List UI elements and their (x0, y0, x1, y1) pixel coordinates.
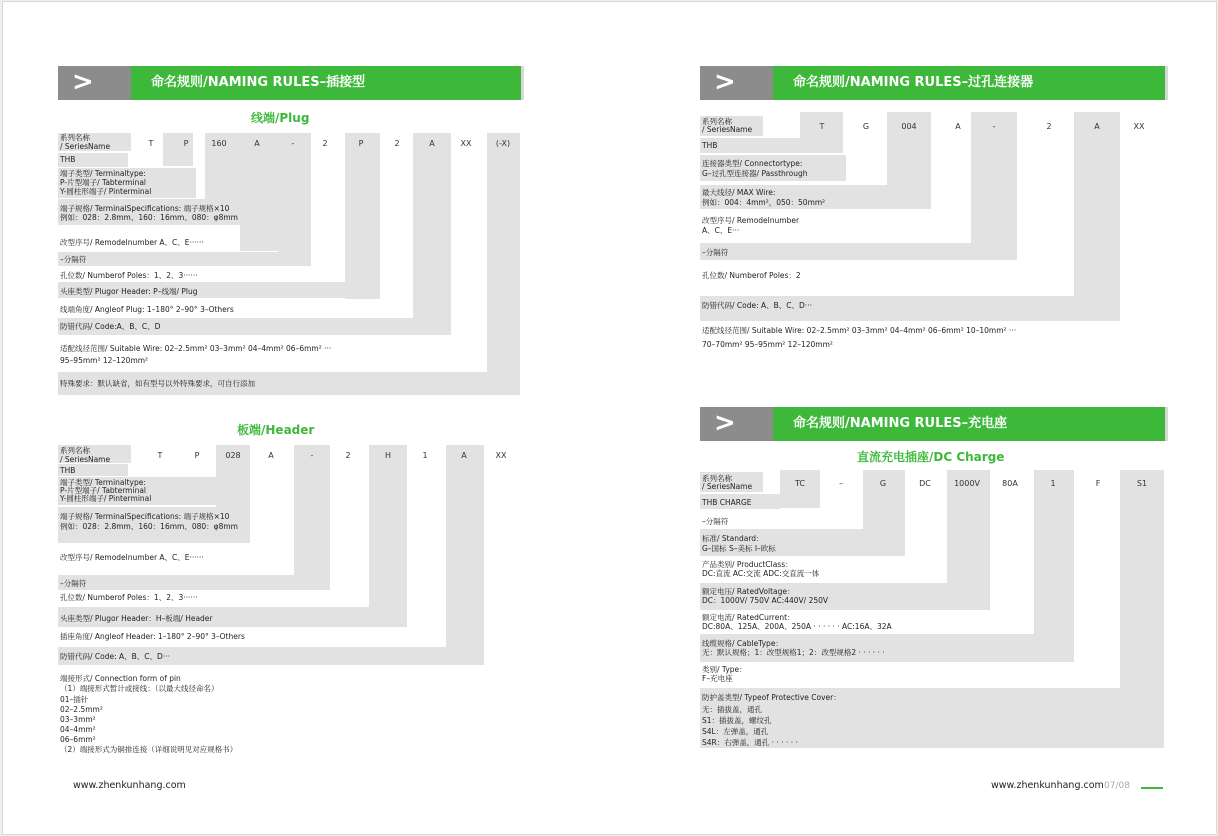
code-cell: A (268, 451, 274, 460)
row-text: （1）端接形式暂计或接线：（以最大线径命名） (60, 684, 219, 693)
row-text: 孔位数/ Numberof Poles：1、2、3······ (60, 593, 198, 602)
row-text: P-片型端子/ Tabterminal (60, 178, 147, 187)
code-cell: - (310, 451, 314, 460)
box (800, 112, 843, 153)
code-cell: 1000V (954, 479, 980, 488)
row-text: 适配线径范围/ Suitable Wire: 02–2.5mm² 03–3mm² 04–4mm² 06–6mm² 10–10mm² ··· (702, 326, 1017, 335)
row-text: 例如：004：4mm²，050：50mm² (702, 198, 826, 207)
section-header-through (700, 66, 1165, 100)
row-text: Y-圆柱形端子/ Pinterminal (60, 494, 152, 503)
code-cell: P (358, 139, 364, 148)
row-text: G–过孔型连接器/ Passthrough (702, 169, 808, 178)
box (163, 133, 193, 166)
code-cell: 004 (901, 122, 917, 131)
row-text: F–充电座 (702, 674, 733, 683)
code-cell: A (461, 451, 467, 460)
box (1074, 112, 1120, 321)
row-text: 额定电流/ RatedCurrent： (702, 613, 795, 622)
box (294, 445, 330, 590)
code-cell: P (194, 451, 200, 460)
row-text: 06–6mm² (60, 735, 96, 744)
row-text: G–国标 S–美标 I–欧标 (702, 544, 776, 553)
code-cell: 2 (322, 139, 328, 148)
row-text: 标准/ Standard： (702, 534, 764, 543)
section-title: 命名规则/NAMING RULES–插接型 (131, 66, 521, 100)
row-text: 无：默认规格；1：改型规格1；2：改型规格2 · · · · · · (702, 648, 885, 657)
series-label: 系列名称 (60, 446, 90, 455)
row-text: （2）端接形式为铜排连接（详细说明见对应规格书） (60, 745, 238, 754)
code-cell: 1 (1050, 479, 1056, 488)
footer-url-right[interactable]: www.zhenkunhang.com (991, 780, 1104, 791)
code-cell: - (291, 139, 295, 148)
code-cell: A (955, 122, 961, 131)
row-text: 防护盖类型/ Typeof Protective Cover： (702, 693, 841, 702)
row-text: –分隔符 (702, 517, 729, 526)
row-text: 03–3mm² (60, 715, 96, 724)
box (58, 252, 283, 266)
footer-url-left[interactable]: www.zhenkunhang.com (73, 780, 186, 791)
row-text: 例如：028：2.8mm、160：16mm、080：φ8mm (60, 213, 238, 222)
row-text: 端子类型/ Terminaltype: (60, 169, 146, 178)
charge-subtitle: 直流充电插座/DC Charge (857, 450, 1005, 464)
code-cell: T (819, 122, 825, 131)
row-text: 连接器类型/ Connectortype: (702, 159, 803, 168)
row-text: S1：插拔盖，螺纹孔 (702, 716, 772, 725)
series-label: 系列名称 (702, 474, 732, 483)
box (446, 445, 484, 665)
code-cell: XX (1133, 122, 1145, 131)
box (58, 575, 330, 590)
plug-subtitle: 线端/Plug (251, 111, 310, 125)
code-cell: A (254, 139, 260, 148)
code-cell: XX (495, 451, 507, 460)
row-text: 最大线径/ MAX Wire: (702, 188, 776, 197)
row-text: THB (60, 155, 76, 164)
code-cell: 2 (345, 451, 351, 460)
box (345, 133, 380, 299)
row-text: 04–4mm² (60, 725, 96, 734)
series-label: / SeriesName (702, 482, 753, 491)
row-text: THB CHARGE (702, 498, 752, 507)
row-text: 端子类型/ Terminaltype: (60, 478, 146, 487)
row-text: 额定电压/ RatedVoltage： (702, 587, 795, 596)
code-cell: (-X) (495, 139, 511, 148)
box (487, 133, 520, 395)
row-text: DC：1000V/ 750V AC:440V/ 250V (702, 596, 829, 605)
row-text: 防错代码/ Code: A、B、C、D··· (702, 301, 812, 310)
row-text: A、C、E··· (702, 226, 740, 235)
row-text: S4R：右弹盖，通孔 · · · · · · (702, 738, 798, 747)
code-cell: - (992, 122, 996, 131)
code-cell: XX (460, 139, 472, 148)
row-text: 线缆规格/ CableType： (702, 639, 783, 648)
code-cell: 1 (422, 451, 428, 460)
box (369, 445, 407, 627)
code-cell: A (429, 139, 435, 148)
row-text: 改型序号/ Remodelnumber A、C、E······ (60, 238, 204, 247)
code-cell: – (839, 479, 843, 488)
code-cell: H (384, 451, 391, 460)
row-text: THB (60, 466, 76, 475)
row-text: S4L：左弹盖，通孔 (702, 727, 769, 736)
series-label: / SeriesName (702, 125, 753, 134)
row-text: DC:直流 AC:交流 ADC:交直流一体 (702, 569, 820, 578)
row-text: 防错代码/ Code:A、B、C、D (60, 322, 161, 331)
row-text: P-片型端子/ Tabterminal (60, 486, 147, 495)
code-cell: P (183, 139, 189, 148)
box (971, 112, 1017, 260)
series-label: / SeriesName (60, 142, 111, 151)
row-text: 头座类型/ Plugor Header：H–板端/ Header (60, 614, 213, 623)
row-text: –分隔符 (60, 579, 87, 588)
row-text: 线端角度/ Angleof Plug: 1–180° 2–90° 3–Others (60, 305, 234, 314)
row-text: 95–95mm² 12–120mm² (60, 356, 149, 365)
box (780, 470, 820, 508)
arrow-icon: > (700, 407, 773, 441)
row-text: 改型序号/ Remodelnumber A、C、E······ (60, 553, 204, 562)
row-text: 产品类别/ ProductClass： (702, 560, 793, 569)
code-cell: 2 (1046, 122, 1052, 131)
code-cell: DC (919, 479, 931, 488)
section-title: 命名规则/NAMING RULES–过孔连接器 (773, 66, 1165, 100)
header-subtitle: 板端/Header (237, 423, 315, 437)
row-text: 02–2.5mm² (60, 705, 103, 714)
code-cell: A (1094, 122, 1100, 131)
code-cell: G (879, 479, 887, 488)
box (413, 133, 451, 335)
section-header-plug (58, 66, 521, 100)
code-cell: T (157, 451, 163, 460)
code-cell: G (862, 122, 870, 131)
code-cell: T (148, 139, 154, 148)
row-text: THB (702, 141, 718, 150)
row-text: 适配线径范围/ Suitable Wire: 02–2.5mm² 03–3mm² 04–4mm² 06–6mm² ··· (60, 344, 332, 353)
row-text: 01–插针 (60, 695, 89, 704)
row-text: 头座类型/ Plugor Header: P–线端/ Plug (60, 287, 198, 296)
code-cell: TC (794, 479, 805, 488)
series-label: / SeriesName (60, 455, 111, 464)
code-cell: 160 (211, 139, 227, 148)
box (240, 133, 278, 251)
row-text: 特殊要求：默认缺省，如有型号以外特殊要求，可自行添加 (60, 379, 255, 388)
row-text: 端子规格/ TerminalSpecifications: 端子规格×10 (60, 204, 230, 213)
arrow-icon: > (58, 66, 131, 100)
row-text: Y-圆柱形端子/ Pinterminal (60, 187, 152, 196)
row-text: DC:80A、125A、200A、250A · · · · · · AC:16A、32A (702, 622, 892, 631)
code-cell: 80A (1002, 479, 1018, 488)
arrow-icon: > (700, 66, 773, 100)
row-text: 孔位数/ Numberof Poles：1、2、3······ (60, 271, 198, 280)
section-header-charge (700, 407, 1165, 441)
row-text: 插座角度/ Angleof Header: 1–180° 2–90° 3–Others (60, 632, 245, 641)
row-text: 改型序号/ Remodelnumber (702, 216, 800, 225)
series-label: 系列名称 (60, 133, 90, 142)
catalog-page (2, 1, 1217, 835)
row-text: 类别/ Type： (702, 665, 747, 674)
row-text: 孔位数/ Numberof Poles：2 (702, 271, 801, 280)
box (1120, 470, 1164, 688)
row-text: 端接形式/ Connection form of pin (60, 674, 181, 683)
page-number: 07/08 (1104, 781, 1130, 791)
series-label: 系列名称 (702, 117, 732, 126)
row-text: –分隔符 (60, 255, 87, 264)
row-text: 70–70mm² 95–95mm² 12–120mm² (702, 340, 833, 349)
box (700, 243, 1017, 260)
row-text: 防错代码/ Code: A、B、C、D··· (60, 652, 170, 661)
code-cell: 028 (225, 451, 241, 460)
row-text: –分隔符 (702, 248, 729, 257)
code-cell: 2 (394, 139, 400, 148)
row-text: 无：插拔盖，通孔 (702, 705, 762, 714)
code-cell: F (1095, 479, 1101, 488)
footer-accent-line (1141, 787, 1163, 789)
row-text: 端子规格/ TerminalSpecifications: 端子规格×10 (60, 512, 230, 521)
code-cell: S1 (1136, 479, 1148, 488)
row-text: 例如：028：2.8mm、160：16mm、080：φ8mm (60, 522, 238, 531)
section-title: 命名规则/NAMING RULES–充电座 (773, 407, 1165, 441)
box (278, 133, 311, 266)
